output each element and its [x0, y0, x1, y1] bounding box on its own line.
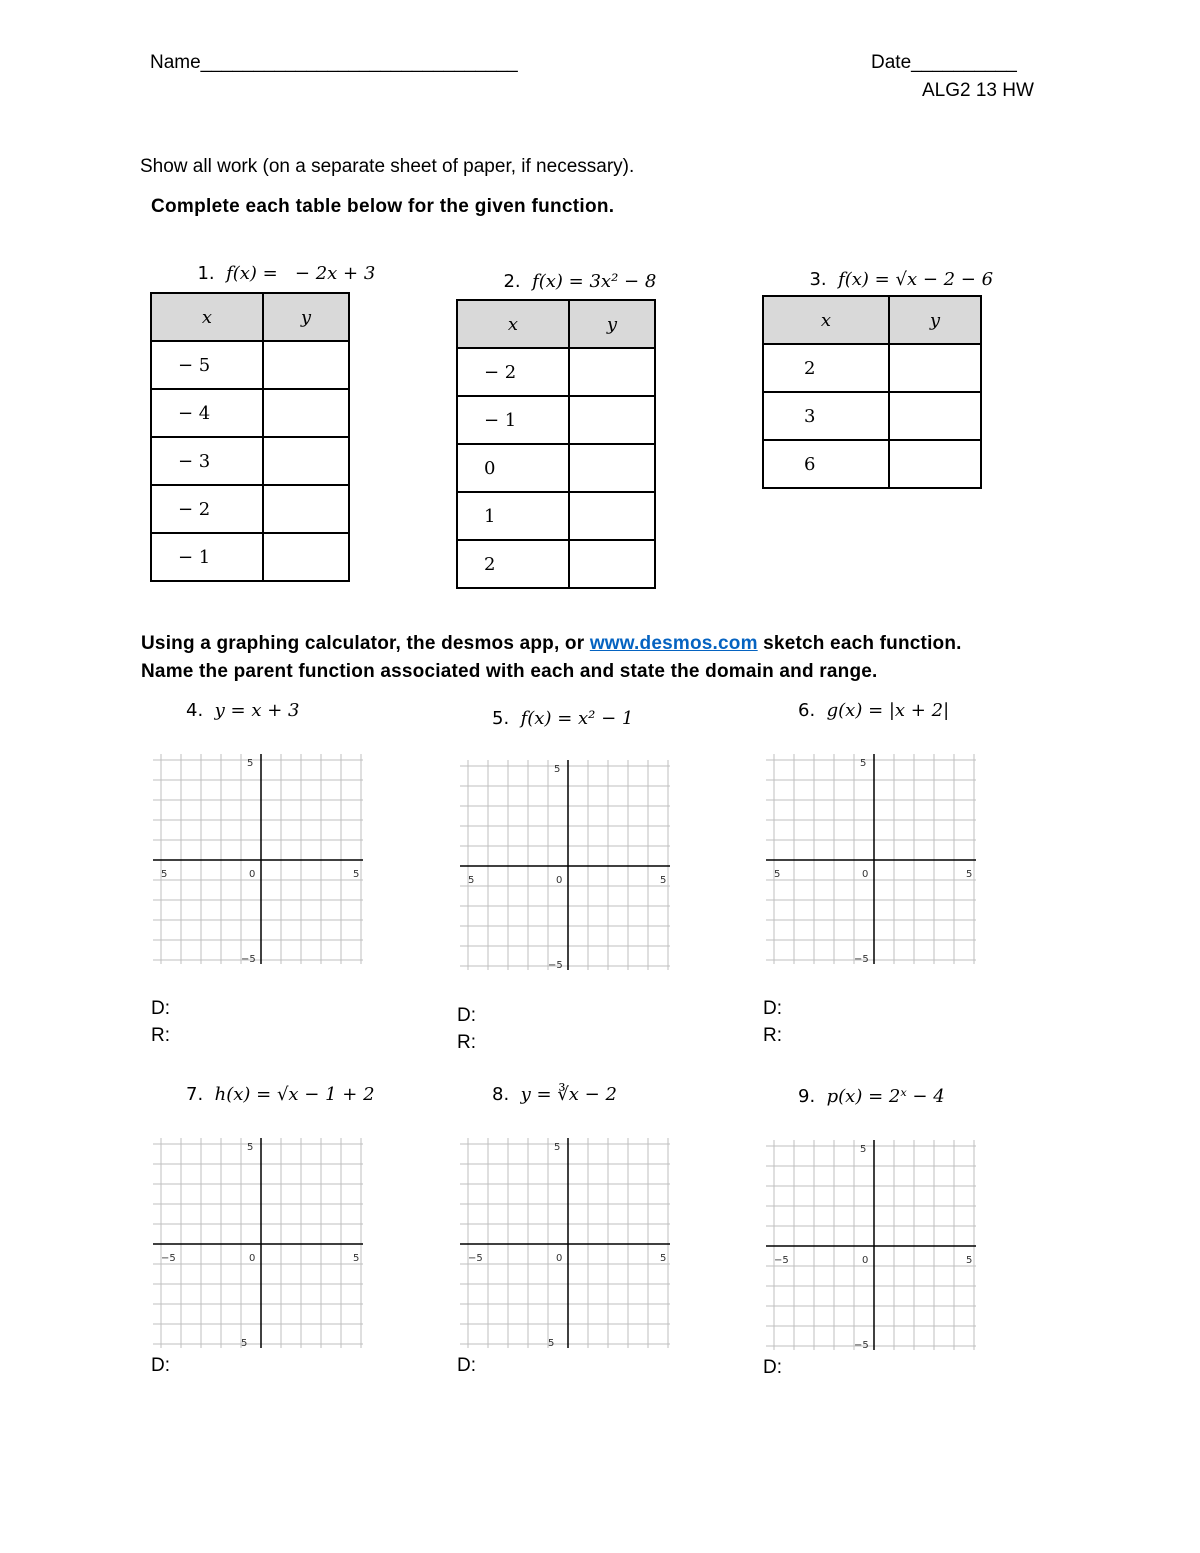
y-tick-label: 5 [860, 1144, 867, 1155]
domain-label: D: [151, 998, 170, 1019]
domain-label: D: [763, 998, 782, 1019]
x-tick-label: 5 [774, 869, 781, 880]
x-tick-label: 5 [353, 1253, 360, 1264]
problem-number: 5. [492, 708, 521, 729]
origin-label: 0 [862, 869, 869, 880]
problem-number: 8. [492, 1084, 521, 1105]
range-label: R: [457, 1032, 476, 1053]
problem-number: 4. [186, 700, 215, 721]
problem-8-heading [492, 1084, 617, 1105]
x-tick-label: 5 [161, 869, 168, 880]
table-y-cell[interactable] [569, 540, 655, 588]
x-tick-label: 5 [966, 1255, 973, 1266]
y-tick-label: 5 [247, 1142, 254, 1153]
table-y-cell[interactable] [889, 344, 981, 392]
table-x-cell: − 5 [151, 341, 263, 389]
problem-function: f(x) = 3x² − 8 [532, 271, 657, 292]
table-x-cell: 2 [763, 344, 889, 392]
x-tick-label: −5 [468, 1253, 483, 1264]
table-y-cell[interactable] [889, 392, 981, 440]
x-tick-label: 5 [966, 869, 973, 880]
graphing-instruction-line1 [141, 633, 962, 655]
table-instruction: Complete each table below for the given function. [151, 196, 615, 217]
y-tick-label: 5 [247, 758, 254, 769]
coordinate-grid[interactable] [153, 754, 363, 964]
problem-function: y = x + 3 [214, 700, 300, 721]
coordinate-grid[interactable] [460, 1138, 670, 1348]
table-x-cell: 1 [457, 492, 569, 540]
table-header-y: y [263, 293, 349, 341]
x-tick-label: −5 [161, 1253, 176, 1264]
problem-function: g(x) = |x + 2| [826, 700, 950, 721]
problem-function: f(x) = √x − 2 − 6 [838, 269, 994, 290]
graphing-instruction-line2: Name the parent function associated with each and state the domain and range. [141, 661, 878, 682]
x-tick-label: −5 [774, 1255, 789, 1266]
table-y-cell[interactable] [263, 437, 349, 485]
problem-4-heading [186, 700, 299, 721]
problem-7-heading [186, 1084, 375, 1105]
x-tick-label: 5 [660, 1253, 667, 1264]
y-tick-label: −5 [241, 954, 256, 964]
table-x-cell: − 2 [151, 485, 263, 533]
problem-function: f(x) = x² − 1 [520, 708, 634, 729]
y-tick-label: −5 [854, 954, 869, 964]
coordinate-grid[interactable] [460, 760, 670, 970]
problem-number: 7. [186, 1084, 215, 1105]
table-y-cell[interactable] [889, 440, 981, 488]
table-header-x: x [457, 300, 569, 348]
table-x-cell: − 4 [151, 389, 263, 437]
problem-number: 6. [798, 700, 827, 721]
domain-label: D: [457, 1355, 476, 1376]
domain-label: D: [151, 1355, 170, 1376]
table-x-cell: − 1 [457, 396, 569, 444]
y-tick-label: −5 [854, 1340, 869, 1350]
desmos-link[interactable]: www.desmos.com [589, 633, 758, 654]
problem-number: 9. [798, 1086, 827, 1107]
table-x-cell: − 3 [151, 437, 263, 485]
table-header-y: y [889, 296, 981, 344]
table-y-cell[interactable] [263, 533, 349, 581]
domain-label: D: [457, 1005, 476, 1026]
range-label: R: [763, 1025, 782, 1046]
problem-1-heading [186, 242, 375, 284]
table-y-cell[interactable] [263, 389, 349, 437]
problem-function: y = ∛x − 2 [520, 1084, 617, 1105]
table-x-cell: − 1 [151, 533, 263, 581]
domain-label: D: [763, 1357, 782, 1378]
table-y-cell[interactable] [263, 485, 349, 533]
instruction-text: Using a graphing calculator, the desmos app, or [141, 633, 590, 654]
range-label: R: [151, 1025, 170, 1046]
table-header-x: x [763, 296, 889, 344]
table-y-cell[interactable] [569, 444, 655, 492]
problem-function: f(x) = − 2x + 3 [226, 263, 376, 284]
problem-number: 2. [503, 271, 521, 292]
coordinate-grid[interactable] [766, 1140, 976, 1350]
problem-2-heading [492, 250, 656, 292]
function-table-2 [456, 299, 656, 589]
problem-function: h(x) = √x − 1 + 2 [214, 1084, 375, 1105]
y-tick-label: 5 [548, 1338, 555, 1348]
y-tick-label: 5 [554, 764, 561, 775]
table-y-cell[interactable] [569, 348, 655, 396]
table-x-cell: 6 [763, 440, 889, 488]
problem-number: 3. [809, 269, 827, 290]
origin-label: 0 [862, 1255, 869, 1266]
coordinate-grid[interactable] [766, 754, 976, 964]
problem-3-heading [798, 248, 993, 290]
name-field[interactable]: Name______________________________ [150, 52, 518, 73]
y-tick-label: 5 [860, 758, 867, 769]
y-tick-label: −5 [548, 960, 563, 970]
origin-label: 0 [556, 1253, 563, 1264]
table-x-cell: − 2 [457, 348, 569, 396]
table-x-cell: 0 [457, 444, 569, 492]
table-x-cell: 3 [763, 392, 889, 440]
origin-label: 0 [249, 869, 256, 880]
x-tick-label: 5 [468, 875, 475, 886]
y-tick-label: 5 [241, 1338, 248, 1348]
origin-label: 0 [249, 1253, 256, 1264]
instruction-text: sketch each function. [757, 633, 962, 654]
table-header-y: y [569, 300, 655, 348]
problem-9-heading [798, 1086, 945, 1107]
problem-5-heading [492, 708, 633, 729]
problem-6-heading [798, 700, 949, 721]
function-table-1 [150, 292, 350, 582]
table-x-cell: 2 [457, 540, 569, 588]
table-y-cell[interactable] [263, 341, 349, 389]
table-y-cell[interactable] [569, 396, 655, 444]
y-tick-label: 5 [554, 1142, 561, 1153]
x-tick-label: 5 [353, 869, 360, 880]
date-field[interactable]: Date__________ [871, 52, 1017, 73]
problem-function: p(x) = 2ˣ − 4 [826, 1086, 945, 1107]
table-y-cell[interactable] [569, 492, 655, 540]
x-tick-label: 5 [660, 875, 667, 886]
course-label: ALG2 13 HW [922, 80, 1034, 101]
problem-number: 1. [197, 263, 215, 284]
table-header-x: x [151, 293, 263, 341]
origin-label: 0 [556, 875, 563, 886]
coordinate-grid[interactable] [153, 1138, 363, 1348]
show-work-instruction: Show all work (on a separate sheet of paper, if necessary). [140, 156, 635, 177]
function-table-3 [762, 295, 982, 489]
